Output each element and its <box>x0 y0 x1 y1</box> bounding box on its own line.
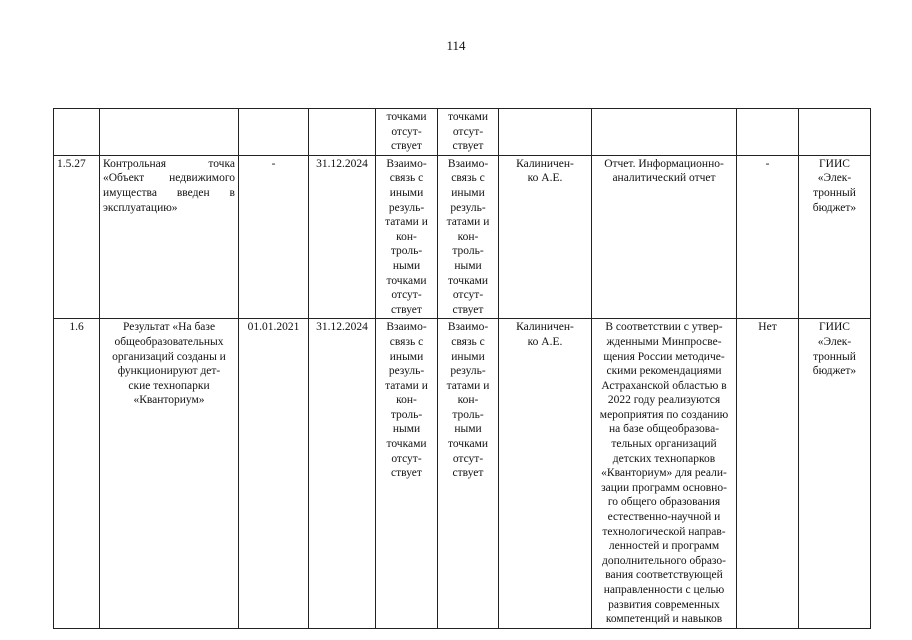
cell-responsible: Калиничен- ко А.Е. <box>499 319 592 628</box>
page-number: 114 <box>446 38 466 53</box>
cell-link-previous: Взаимо- связь с иными резуль- татами и кон- троль- ными точками отсут- ствует <box>376 319 438 628</box>
cell-start-date <box>239 109 309 156</box>
cell-responsible <box>499 109 592 156</box>
cell-document: В соответствии с утвер- жденными Минпросве- щения России методиче- скими рекомендациями Астраханской областью в 2022 году реализуются мероприятия по созданию на базе общеобразова- тельных организаций детских технопарков «Кванториум» для реали- зации программ основно- го общего образования естественно-научной и технологической направ- ленностей и программ дополнительного образо- вания соответствующей направленности с целью развития современных компетенций и навыков <box>592 319 737 628</box>
cell-level: Нет <box>737 319 799 628</box>
cell-link-next: Взаимо- связь с иными резуль- татами и кон- троль- ными точками отсут- ствует <box>438 155 499 319</box>
cell-start-date: - <box>239 155 309 319</box>
cell-start-date: 01.01.2021 <box>239 319 309 628</box>
cell-link-next: точками отсут- ствует <box>438 109 499 156</box>
cell-link-previous: Взаимо- связь с иными резуль- татами и кон- троль- ными точками отсут- ствует <box>376 155 438 319</box>
cell-level: - <box>737 155 799 319</box>
cell-number: 1.5.27 <box>54 155 100 319</box>
cell-end-date <box>309 109 376 156</box>
table-row-continuation <box>54 109 871 156</box>
plan-table <box>53 108 871 629</box>
cell-number <box>54 109 100 156</box>
cell-system: ГИИС «Элек- тронный бюджет» <box>799 155 871 319</box>
cell-document: Отчет. Информационно- аналитический отчет <box>592 155 737 319</box>
cell-end-date: 31.12.2024 <box>309 319 376 628</box>
cell-name <box>100 109 239 156</box>
cell-level <box>737 109 799 156</box>
cell-responsible: Калиничен- ко А.Е. <box>499 155 592 319</box>
cell-link-previous: точками отсут- ствует <box>376 109 438 156</box>
cell-name: Результат «На базе общеобразовательных организаций созданы и функционируют дет- ские технопарки «Кванториум» <box>100 319 239 628</box>
cell-end-date: 31.12.2024 <box>309 155 376 319</box>
cell-number: 1.6 <box>54 319 100 628</box>
cell-name: Контрольная точка «Объект недвижимого имущества введен в эксплуатацию» <box>100 155 239 319</box>
cell-link-next: Взаимо- связь с иными резуль- татами и кон- троль- ными точками отсут- ствует <box>438 319 499 628</box>
cell-system <box>799 109 871 156</box>
table-row-1-6 <box>54 319 871 628</box>
cell-document <box>592 109 737 156</box>
table-row-1-5-27 <box>54 155 871 319</box>
cell-system: ГИИС «Элек- тронный бюджет» <box>799 319 871 628</box>
